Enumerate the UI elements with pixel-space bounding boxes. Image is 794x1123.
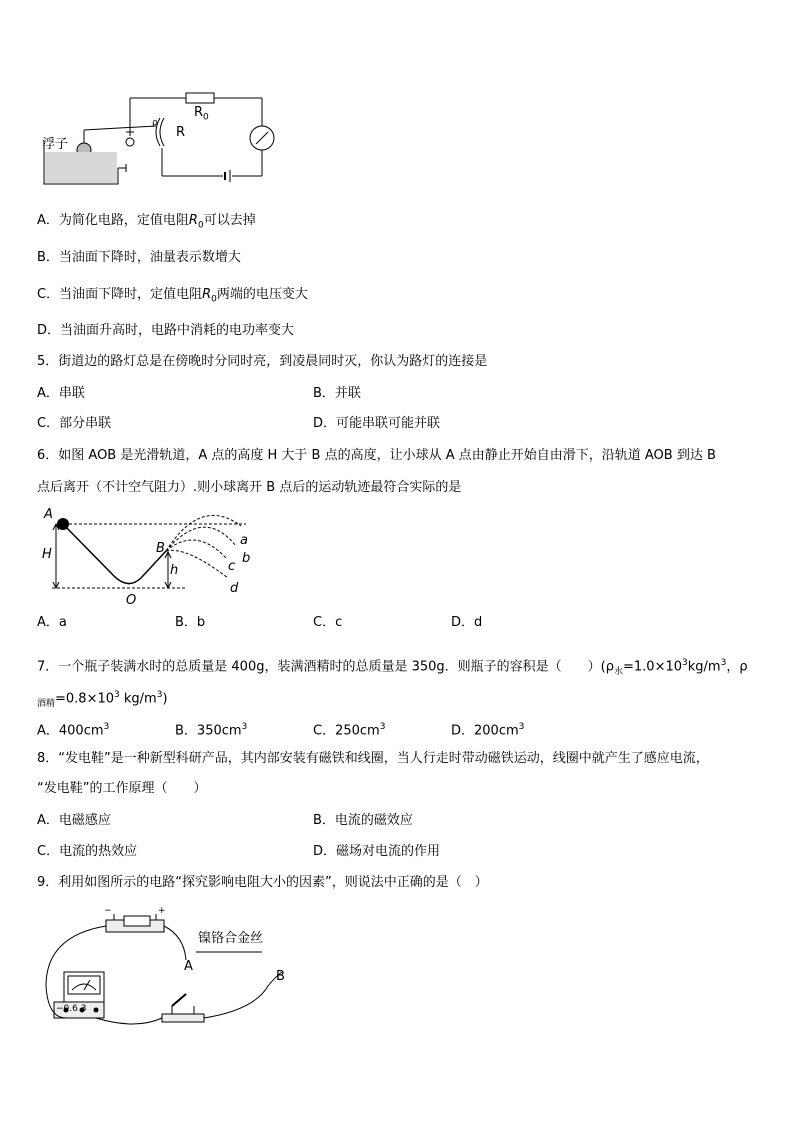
- oil-liquid: [45, 152, 117, 183]
- q6-stem-line1: 6．如图 AOB 是光滑轨道，A 点的高度 H 大于 B 点的高度，让小球从 A 点由静止开始自由滑下，沿轨道 AOB 到达 B: [37, 448, 716, 463]
- q6-option-c: C．c: [313, 615, 343, 630]
- height-h-label: h: [170, 563, 179, 578]
- q7-stem-line2: $_{酒精}=0.8\times 10^3$ $kg/m^3$): [37, 690, 168, 709]
- q9-stem: 9．利用如图所示的电路“探究影响电阻大小的因素”，则说法中正确的是（ ）: [37, 875, 488, 890]
- oil-gauge-circuit-svg: [36, 88, 276, 188]
- pivot: [126, 138, 134, 146]
- battery-plus-label: +: [158, 906, 166, 916]
- q4-option-b: B．当油面下降时，油量表示数增大: [37, 250, 241, 265]
- point-o-label: O: [126, 593, 137, 608]
- q4-option-a: A．为简化电路，定值电阻$R_0$可以去掉: [37, 213, 256, 231]
- r0-label: $R_0$: [194, 105, 209, 123]
- q4-option-d: D．当油面升高时，电路中消耗的电功率变大: [37, 323, 295, 338]
- oil-gauge-circuit-figure: [36, 88, 276, 188]
- q8-option-c: C．电流的热效应: [37, 844, 138, 859]
- q5-option-d: D．可能串联可能并联: [313, 416, 441, 431]
- q8-option-b: B．电流的磁效应: [313, 813, 413, 828]
- track-aob: [63, 524, 166, 584]
- resistance-experiment-svg: [36, 906, 306, 1036]
- q8-stem-line1: 8．“发电鞋”是一种新型科研产品，其内部安装有磁铁和线圈，当人行走时带动磁铁运动，线圈中就产生了感应电流，: [37, 751, 709, 766]
- track-figure: [36, 506, 266, 606]
- wire-switch-to-b: [204, 972, 282, 1018]
- resistor-r0: [186, 93, 214, 103]
- q7-option-a: A．$400cm^3$: [37, 722, 110, 739]
- switch-lever: [172, 994, 186, 1006]
- float-label: 浮子: [42, 137, 69, 152]
- trajectory-b: [166, 527, 236, 551]
- trajectory-c-label: c: [228, 559, 236, 574]
- ammeter-scale-label: −0.6 3: [56, 1004, 87, 1014]
- trajectory-d-label: d: [230, 581, 239, 596]
- point-b-label: B: [156, 541, 165, 556]
- q5-option-b: B．并联: [313, 386, 361, 401]
- rho-label: ρ: [152, 118, 158, 128]
- trajectory-a: [166, 515, 241, 551]
- q8-option-a: A．电磁感应: [37, 813, 111, 828]
- trajectory-a-label: a: [240, 533, 248, 548]
- battery-minus-label: −: [104, 906, 112, 916]
- q7-option-d: D．$200cm^3$: [451, 722, 525, 739]
- nichrome-wire-label: 镍铬合金丝: [198, 931, 264, 946]
- ball: [57, 518, 69, 530]
- switch-base: [162, 1014, 204, 1022]
- trajectory-c: [166, 540, 226, 558]
- q5-stem: 5．街道边的路灯总是在傍晚时分同时亮，到凌晨同时灭，你认为路灯的连接是: [37, 354, 488, 369]
- terminal-a-label: A: [184, 959, 193, 974]
- trajectory-b-label: b: [242, 551, 251, 566]
- terminal-b-label: B: [276, 969, 285, 984]
- q7-stem-line1: 7．一个瓶子装满水时的总质量是 400g，装满酒精时的总质量是 350g．则瓶子的容积是（ ）($\rho_水=1.0\times 10^3kg/m^3$，ρ: [37, 658, 748, 677]
- height-H-label: H: [42, 547, 52, 562]
- resistance-experiment-figure: [36, 906, 306, 1036]
- q6-option-b: B．b: [175, 615, 206, 630]
- r-label: R: [176, 125, 186, 140]
- wire-ammeter-to-switch: [96, 1018, 162, 1024]
- q7-option-b: B．$350cm^3$: [175, 722, 248, 739]
- q5-option-a: A．串联: [37, 386, 85, 401]
- q6-stem-line2: 点后离开（不计空气阻力）.则小球离开 B 点后的运动轨迹最符合实际的是: [37, 480, 462, 495]
- q8-stem-line2: “发电鞋”的工作原理（ ）: [37, 781, 207, 796]
- q6-option-d: D．d: [451, 615, 483, 630]
- point-a-label: A: [44, 507, 53, 522]
- wire-battery-to-a: [164, 926, 186, 960]
- battery-cell: [124, 916, 150, 926]
- q4-option-c: C．当油面下降时，定值电阻$R_0$两端的电压变大: [37, 287, 308, 305]
- q7-option-c: C．$250cm^3$: [313, 722, 386, 739]
- q8-option-d: D．磁场对电流的作用: [313, 844, 441, 859]
- q5-option-c: C．部分串联: [37, 416, 112, 431]
- q6-option-a: A．a: [37, 615, 67, 630]
